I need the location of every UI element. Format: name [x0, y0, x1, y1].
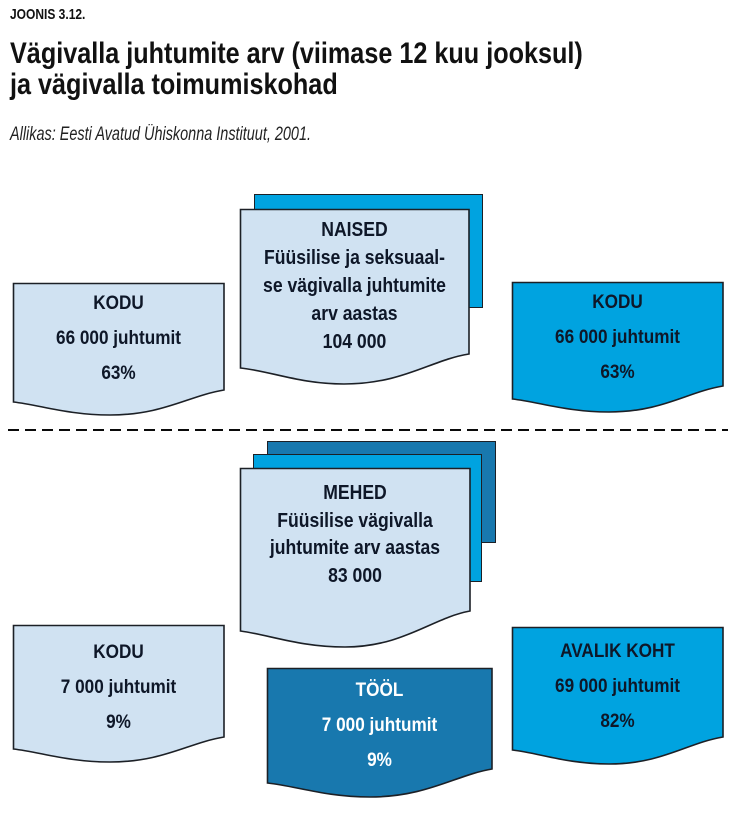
naised-card — [239, 208, 470, 356]
women-home-right-title: KODU — [592, 291, 643, 313]
naised-card-title: NAISED — [321, 219, 388, 241]
figure-source-text: Allikas: Eesti Avatud Ühiskonna Instituut, 2001. — [10, 124, 312, 145]
figure-number — [10, 6, 104, 23]
naised-card-line2: se vägivalla juhtumite — [263, 275, 446, 297]
women-home-left-card — [12, 282, 225, 391]
mehed-card — [239, 467, 471, 590]
naised-card-value: 104 000 — [322, 331, 387, 353]
women-home-left-title: KODU — [93, 292, 144, 314]
men-home-title: KODU — [93, 641, 144, 663]
women-home-right-card — [511, 281, 724, 390]
naised-card-line1: Füüsilise ja seksuaal- — [264, 247, 445, 269]
men-work-value: 7 000 juhtumit — [321, 714, 438, 736]
men-work-title: TÖÖL — [355, 679, 404, 701]
men-public-card — [511, 626, 724, 739]
mehed-card-line2: juhtumite arv aastas — [269, 537, 441, 559]
figure-title — [10, 38, 692, 100]
men-home-card — [12, 624, 225, 740]
figure-source — [10, 124, 406, 146]
figure-title-line1: Vägivalla juhtumite arv (viimase 12 kuu jooksul) — [10, 37, 583, 70]
mehed-card-value: 83 000 — [328, 564, 382, 587]
women-home-right-value: 66 000 juhtumit — [555, 326, 680, 348]
men-public-percent: 82% — [600, 710, 635, 732]
figure-title-line2: ja vägivalla toimumiskohad — [10, 68, 338, 101]
figure-number-text: JOONIS 3.12. — [10, 6, 86, 23]
men-home-percent: 9% — [106, 711, 131, 733]
mehed-card-title: MEHED — [323, 482, 387, 504]
women-home-left-value: 66 000 juhtumit — [56, 327, 181, 349]
naised-card-line3: arv aastas — [311, 303, 398, 325]
women-home-left-percent: 63% — [101, 362, 136, 384]
men-public-title: AVALIK KOHT — [560, 640, 675, 662]
mehed-card-line1: Füüsilise vägivalla — [277, 509, 433, 532]
men-work-card — [266, 667, 493, 778]
section-divider-dashed-line — [8, 429, 728, 431]
men-home-value: 7 000 juhtumit — [60, 676, 177, 698]
men-work-percent: 9% — [367, 749, 392, 771]
men-public-value: 69 000 juhtumit — [555, 675, 680, 697]
women-home-right-percent: 63% — [600, 361, 635, 383]
